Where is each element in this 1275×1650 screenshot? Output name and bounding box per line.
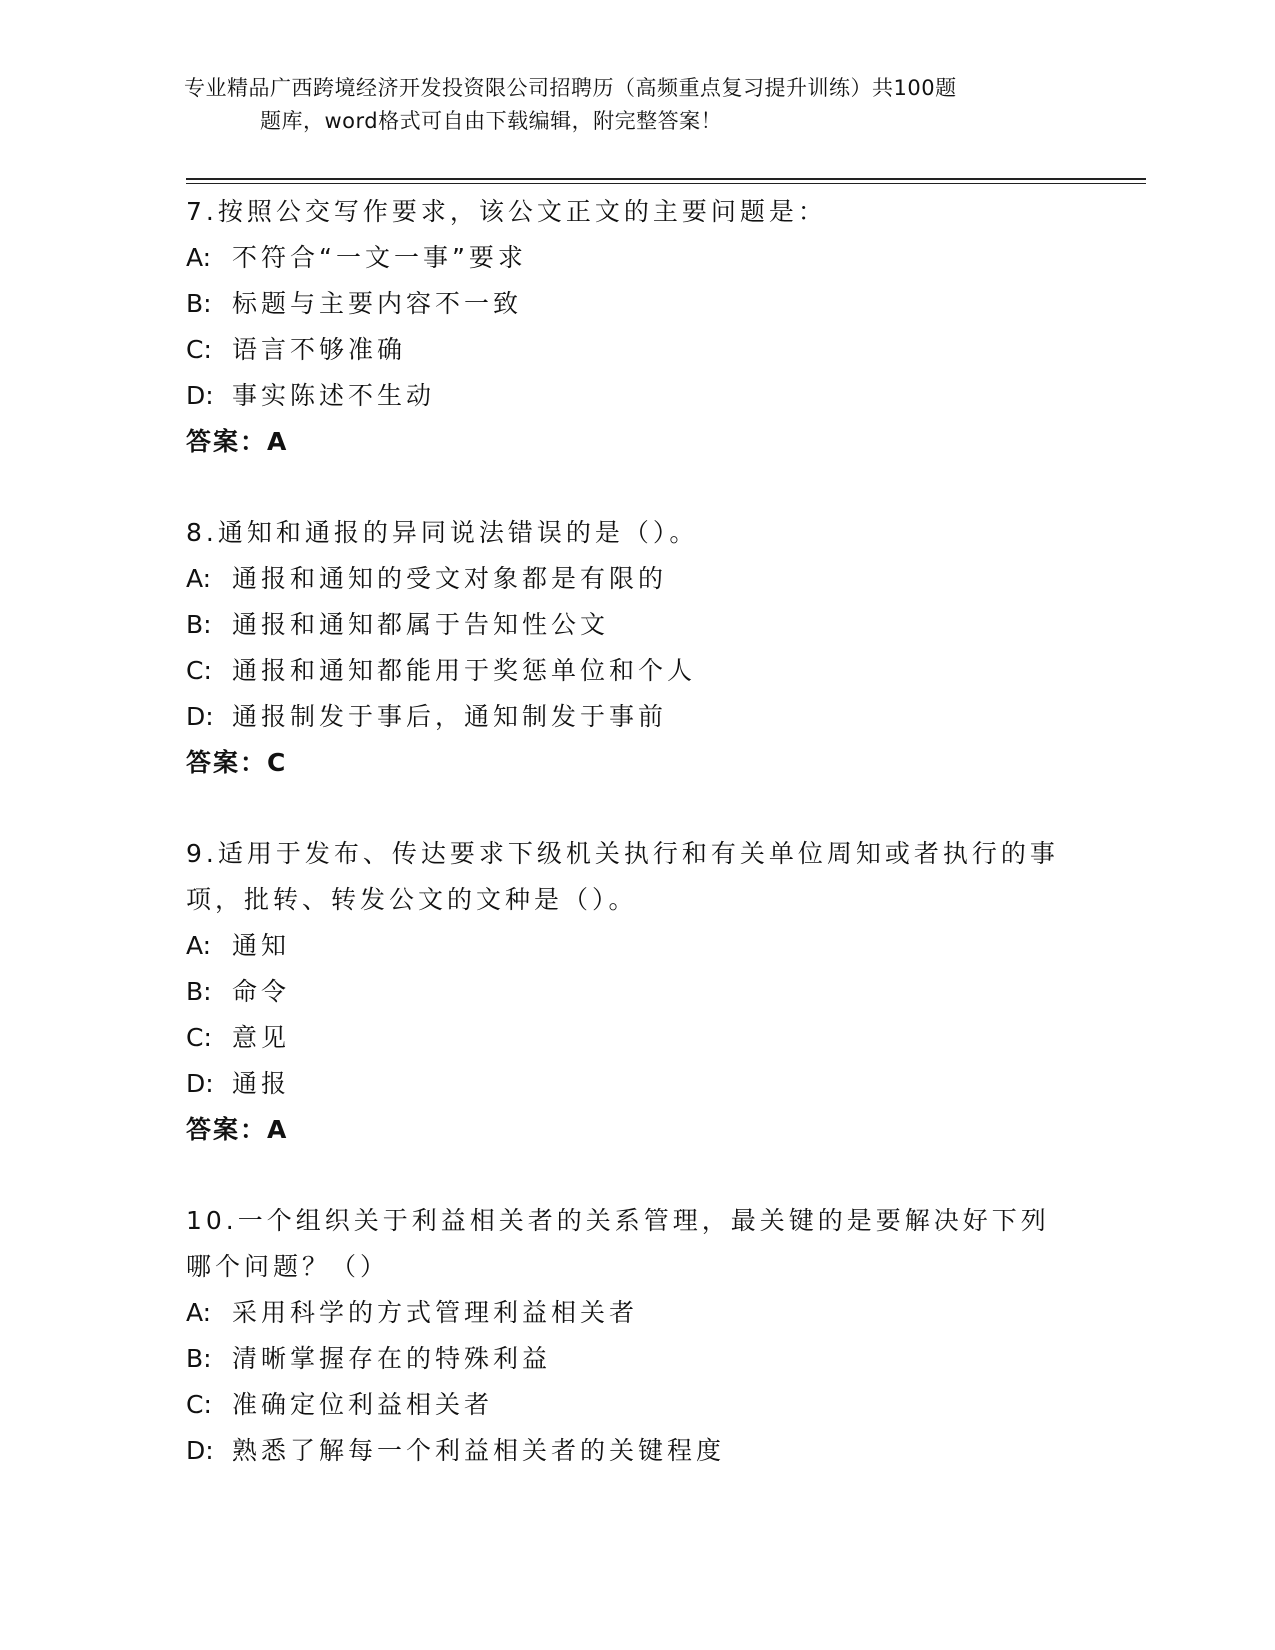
header-divider-thick bbox=[186, 178, 1146, 180]
option-letter: A: bbox=[186, 564, 212, 593]
option-text: 意见 bbox=[232, 1023, 291, 1052]
option-b bbox=[186, 1336, 1066, 1382]
answer: 答案：A bbox=[186, 1115, 289, 1144]
question-8 bbox=[186, 510, 1066, 786]
document-header bbox=[184, 72, 1084, 138]
option-d bbox=[186, 1061, 1066, 1107]
option-c bbox=[186, 1382, 1066, 1428]
question-stem: 10.一个组织关于利益相关者的关系管理，最关键的是要解决好下列哪个问题？（） bbox=[186, 1206, 1050, 1281]
option-a bbox=[186, 1290, 1066, 1336]
option-text: 熟悉了解每一个利益相关者的关键程度 bbox=[232, 1436, 726, 1465]
option-text: 事实陈述不生动 bbox=[232, 381, 436, 410]
option-letter: D: bbox=[186, 381, 214, 410]
option-text: 清晰掌握存在的特殊利益 bbox=[232, 1344, 552, 1373]
option-c bbox=[186, 648, 1066, 694]
option-text: 通知 bbox=[232, 931, 291, 960]
option-b bbox=[186, 281, 1066, 327]
answer: 答案：C bbox=[186, 748, 288, 777]
option-c bbox=[186, 327, 1066, 373]
header-title-line1: 专业精品广西跨境经济开发投资限公司招聘历（高频重点复习提升训练）共100题 bbox=[184, 76, 957, 100]
question-10 bbox=[186, 1198, 1066, 1474]
option-text: 通报和通知都属于告知性公文 bbox=[232, 610, 610, 639]
option-d bbox=[186, 373, 1066, 419]
option-letter: B: bbox=[186, 977, 212, 1006]
option-letter: A: bbox=[186, 243, 212, 272]
header-title-line2: 题库，word格式可自由下载编辑，附完整答案！ bbox=[260, 109, 723, 133]
question-list bbox=[186, 189, 1066, 1519]
option-b bbox=[186, 602, 1066, 648]
option-letter: D: bbox=[186, 702, 214, 731]
option-c bbox=[186, 1015, 1066, 1061]
option-letter: B: bbox=[186, 1344, 212, 1373]
option-b bbox=[186, 969, 1066, 1015]
option-d bbox=[186, 1428, 1066, 1474]
option-letter: B: bbox=[186, 289, 212, 318]
option-text: 通报 bbox=[232, 1069, 291, 1098]
option-text: 通报和通知都能用于奖惩单位和个人 bbox=[232, 656, 697, 685]
option-d bbox=[186, 694, 1066, 740]
option-letter: D: bbox=[186, 1436, 214, 1465]
option-text: 准确定位利益相关者 bbox=[232, 1390, 494, 1419]
option-text: 采用科学的方式管理利益相关者 bbox=[232, 1298, 639, 1327]
option-letter: A: bbox=[186, 1298, 212, 1327]
option-text: 通报和通知的受文对象都是有限的 bbox=[232, 564, 668, 593]
question-9 bbox=[186, 831, 1066, 1153]
question-stem: 8.通知和通报的异同说法错误的是（）。 bbox=[186, 518, 699, 547]
option-letter: C: bbox=[186, 1023, 212, 1052]
option-letter: C: bbox=[186, 335, 212, 364]
header-divider-thin bbox=[186, 183, 1146, 184]
option-text: 命令 bbox=[232, 977, 291, 1006]
option-letter: C: bbox=[186, 1390, 212, 1419]
question-stem: 9.适用于发布、传达要求下级机关执行和有关单位周知或者执行的事项，批转、转发公文的文种是（）。 bbox=[186, 839, 1059, 914]
option-letter: C: bbox=[186, 656, 212, 685]
option-text: 标题与主要内容不一致 bbox=[232, 289, 523, 318]
option-letter: B: bbox=[186, 610, 212, 639]
option-letter: A: bbox=[186, 931, 212, 960]
option-a bbox=[186, 235, 1066, 281]
question-7 bbox=[186, 189, 1066, 465]
answer: 答案：A bbox=[186, 427, 289, 456]
option-a bbox=[186, 923, 1066, 969]
option-text: 通报制发于事后，通知制发于事前 bbox=[232, 702, 668, 731]
option-text: 不符合“一文一事”要求 bbox=[232, 243, 527, 272]
question-stem: 7.按照公交写作要求，该公文正文的主要问题是： bbox=[186, 197, 827, 226]
option-text: 语言不够准确 bbox=[232, 335, 407, 364]
option-a bbox=[186, 556, 1066, 602]
option-letter: D: bbox=[186, 1069, 214, 1098]
